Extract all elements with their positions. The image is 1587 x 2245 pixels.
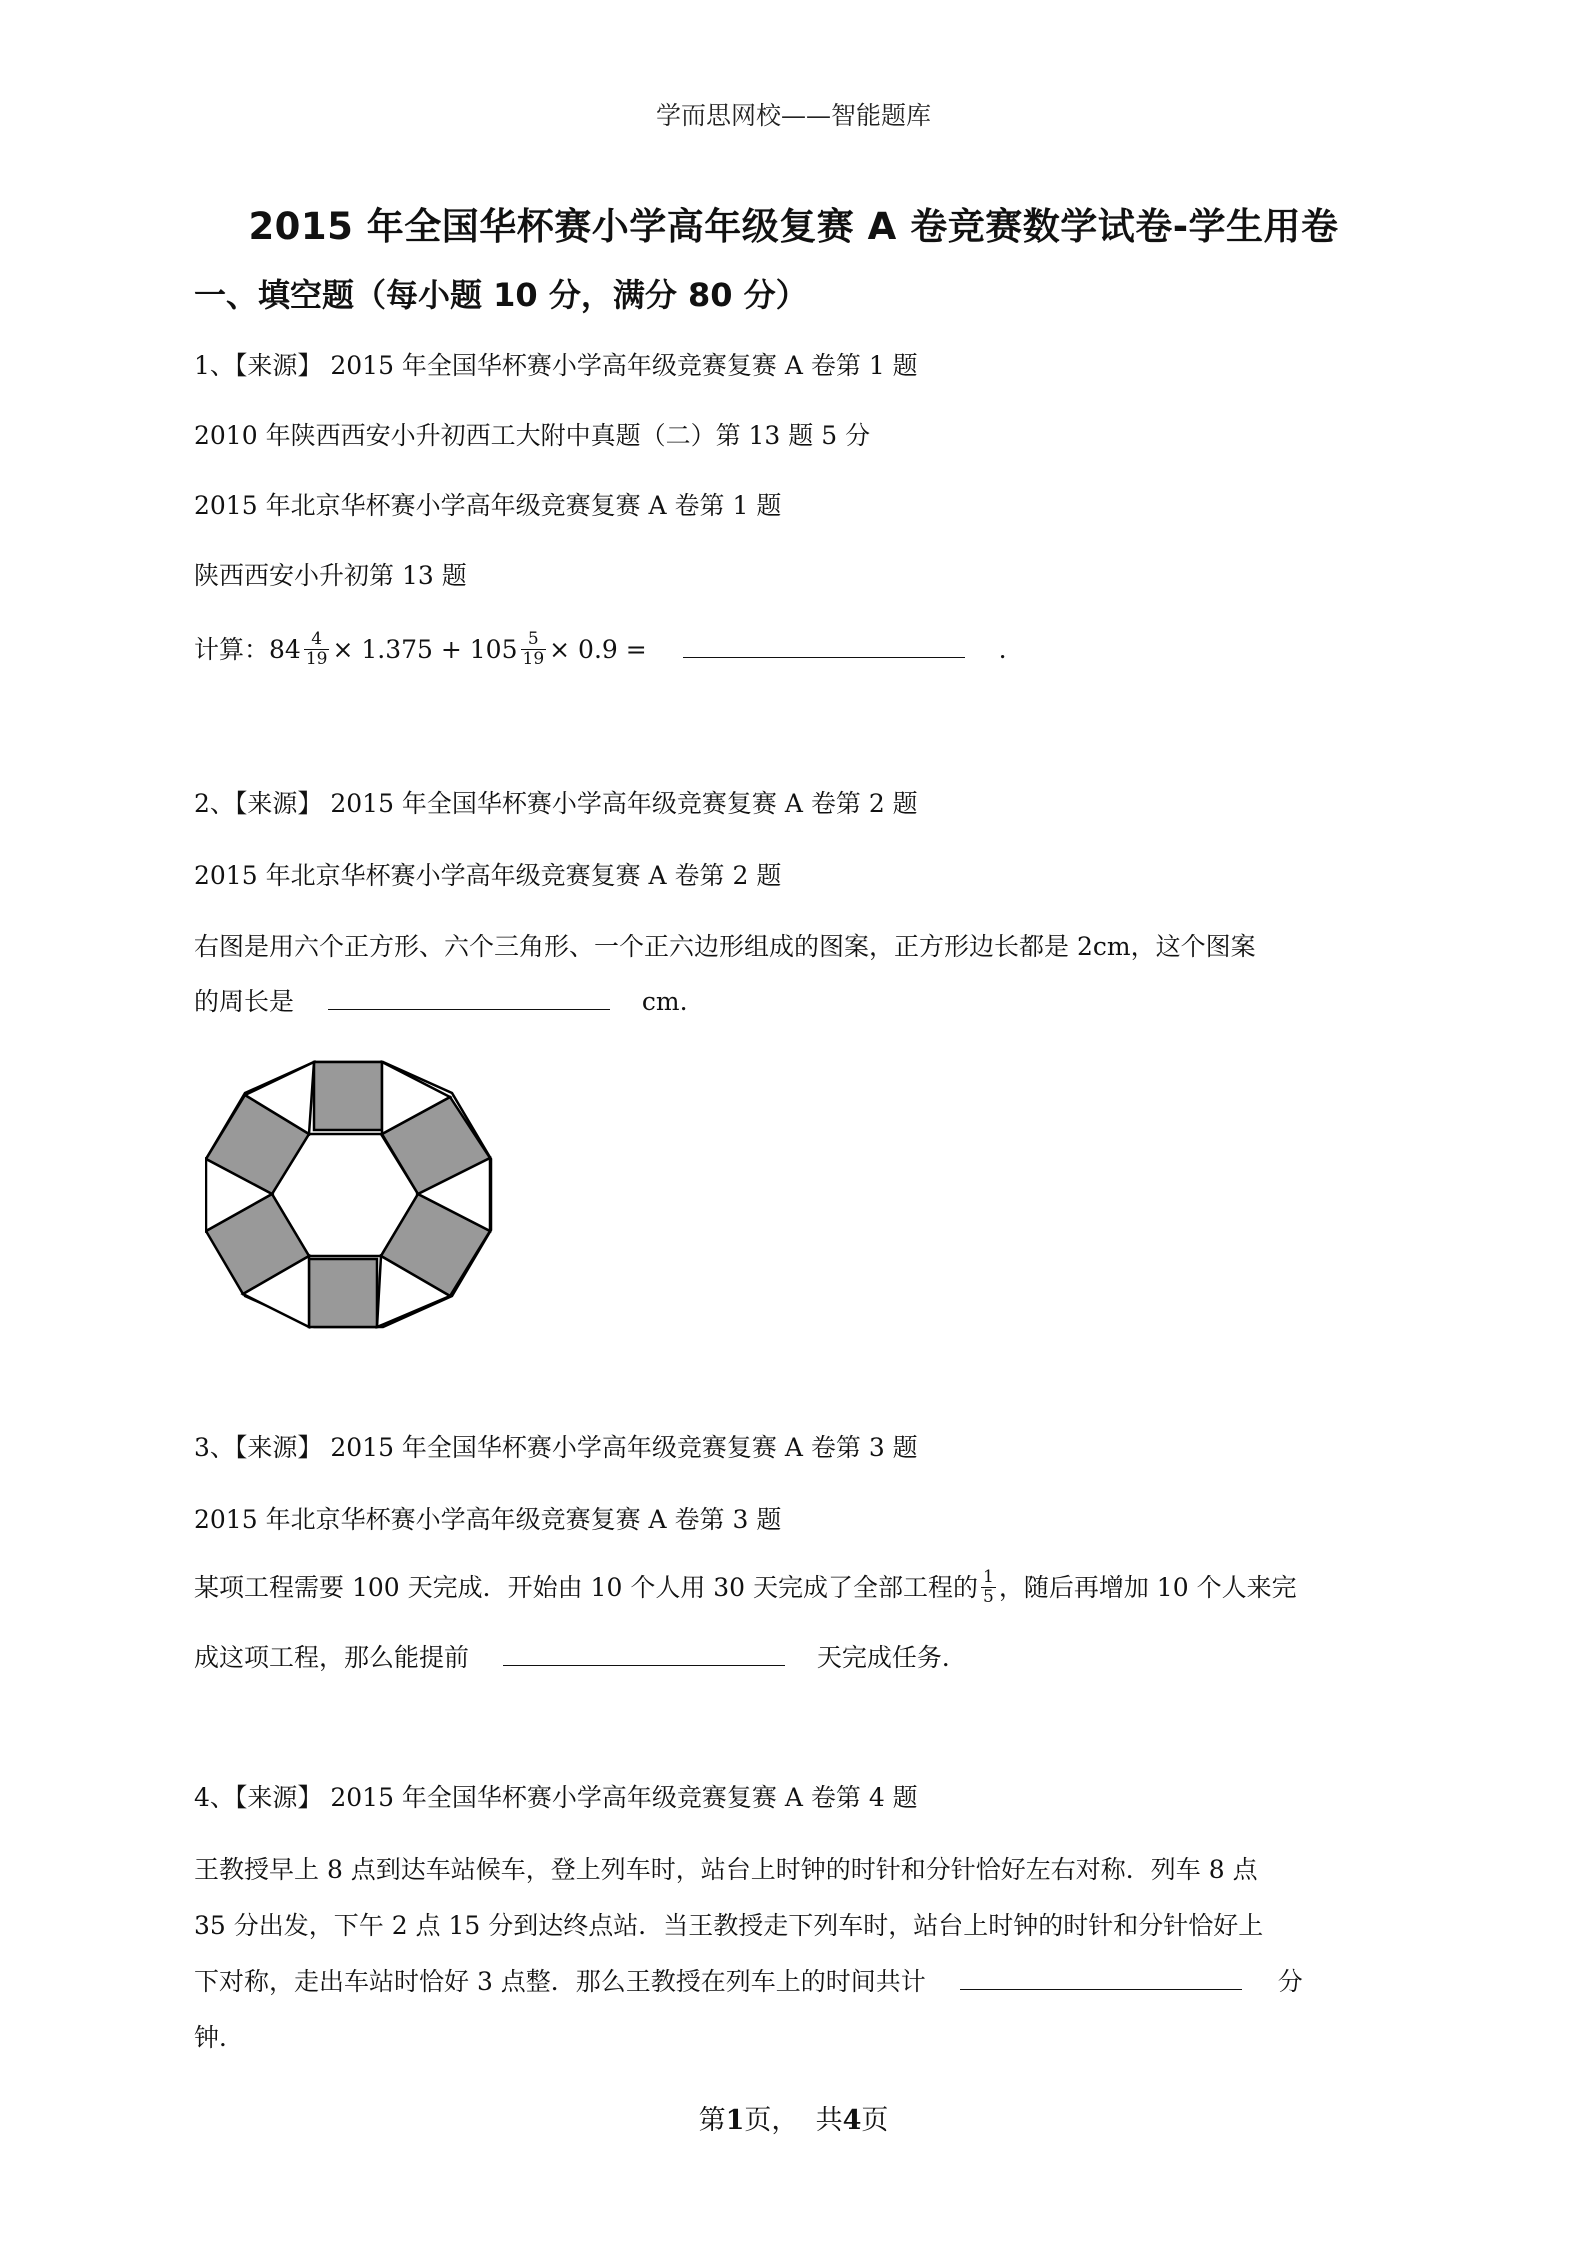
q1-fraction-1-num: 4 (304, 630, 330, 650)
square-bottom (309, 1259, 377, 1327)
q2-source: 2、【来源】 2015 年全国华杯赛小学高年级竞赛复赛 A 卷第 2 题 (194, 789, 918, 818)
footer-total-suffix: 页 (861, 2105, 889, 2136)
q3-text-1 (194, 1568, 1297, 1609)
q3-text-2-end: 天完成任务． (816, 1643, 967, 1672)
footer-page-number: 1 (725, 2105, 745, 2136)
section-heading: 一、填空题（每小题 10 分，满分 80 分） (194, 276, 808, 314)
page-footer (0, 2098, 1587, 2137)
q1-fraction-2 (521, 630, 547, 669)
q2-answer-blank[interactable] (328, 987, 610, 1010)
q1-end-period: . (998, 635, 1007, 664)
q1-ref-2: 2015 年北京华杯赛小学高年级竞赛复赛 A 卷第 1 题 (194, 491, 782, 520)
q1-whole-1: 84 (269, 635, 301, 664)
q2-text-1: 右图是用六个正方形、六个三角形、一个正六边形组成的图案，正方形边长都是 2cm，这个图案 (194, 932, 1256, 961)
page-title: 2015 年全国华杯赛小学高年级复赛 A 卷竞赛数学试卷-学生用卷 (248, 205, 1339, 248)
q3-answer-blank[interactable] (503, 1643, 785, 1666)
q1-calc-label: 计算： (194, 635, 270, 664)
q4-text-3 (194, 1962, 1303, 1998)
q3-fraction-num: 1 (983, 1567, 994, 1587)
q3-source: 3、【来源】 2015 年全国华杯赛小学高年级竞赛复赛 A 卷第 3 题 (194, 1433, 918, 1462)
q1-middle-term: × 1.375 + 105 (332, 635, 518, 664)
q2-text-2 (194, 982, 688, 1018)
hexagon-squares-figure (205, 1055, 495, 1335)
q2-text-2-label: 的周长是 (194, 987, 295, 1016)
q1-fraction-1 (304, 630, 330, 669)
q1-expression (194, 630, 1007, 671)
q1-source: 1、【来源】 2015 年全国华杯赛小学高年级竞赛复赛 A 卷第 1 题 (194, 351, 918, 380)
footer-page-mid: 页， (744, 2105, 799, 2136)
q4-text-2: 35 分出发，下午 2 点 15 分到达终点站．当王教授走下列车时，站台上时钟的时针和分针恰好上 (194, 1911, 1264, 1940)
q1-ref-3: 陕西西安小升初第 13 题 (194, 561, 467, 590)
q2-ref-1: 2015 年北京华杯赛小学高年级竞赛复赛 A 卷第 2 题 (194, 861, 782, 890)
q4-answer-blank[interactable] (960, 1967, 1242, 1990)
q3-text-1b: ，随后再增加 10 个人来完 (998, 1573, 1297, 1602)
q4-text-3-end: 分 (1277, 1967, 1303, 1996)
q4-text-3-label: 下对称，走出车站时恰好 3 点整．那么王教授在列车上的时间共计 (194, 1967, 926, 1996)
footer-total-pages: 4 (842, 2105, 862, 2136)
q4-text-1: 王教授早上 8 点到达车站候车，登上列车时，站台上时钟的时针和分针恰好左右对称．列车 8 点 (194, 1855, 1258, 1884)
q1-fraction-2-num: 5 (521, 630, 547, 650)
q3-fraction (981, 1568, 996, 1607)
q3-fraction-den: 5 (983, 1587, 994, 1607)
q3-text-1a: 某项工程需要 100 天完成．开始由 10 个人用 30 天完成了全部工程的 (194, 1573, 979, 1602)
q1-fraction-2-den: 19 (522, 649, 545, 669)
q4-source: 4、【来源】 2015 年全国华杯赛小学高年级竞赛复赛 A 卷第 4 题 (194, 1783, 918, 1812)
page-header: 学而思网校——智能题库 (655, 101, 931, 130)
square-top (314, 1062, 382, 1130)
q4-text-4: 钟． (194, 2023, 245, 2052)
q3-text-2-label: 成这项工程，那么能提前 (194, 1643, 470, 1672)
q3-ref-1: 2015 年北京华杯赛小学高年级竞赛复赛 A 卷第 3 题 (194, 1505, 782, 1534)
footer-page-prefix: 第 (698, 2105, 726, 2136)
footer-total-prefix: 共 (815, 2105, 843, 2136)
q1-tail: × 0.9 = (549, 635, 647, 664)
q2-unit: cm. (641, 987, 688, 1016)
q1-answer-blank[interactable] (683, 635, 965, 658)
q1-ref-1: 2010 年陕西西安小升初西工大附中真题（二）第 13 题 5 分 (194, 421, 871, 450)
q1-fraction-1-den: 19 (305, 649, 328, 669)
q3-text-2 (194, 1638, 967, 1674)
